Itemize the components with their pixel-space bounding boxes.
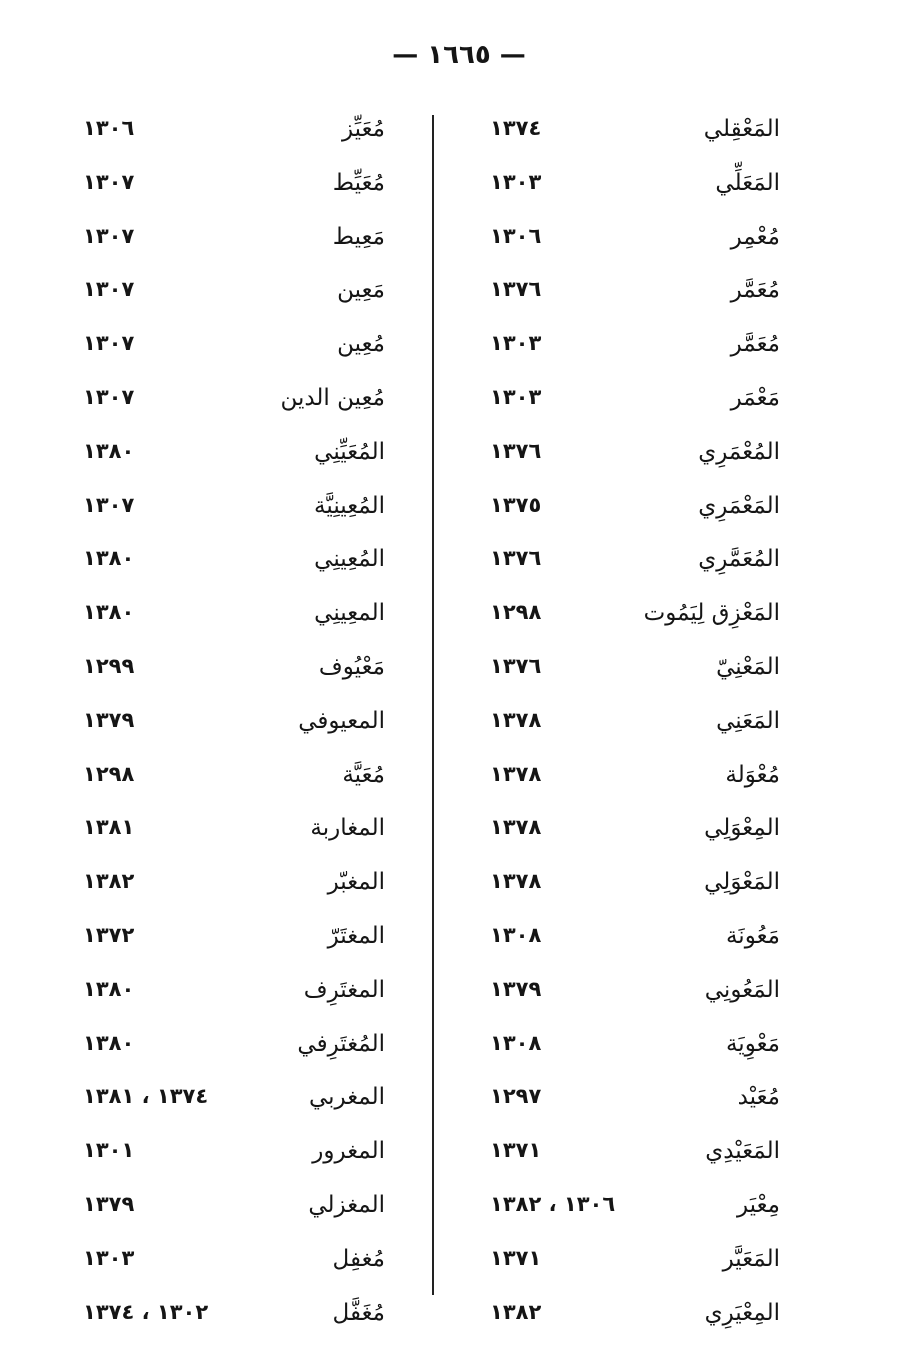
list-item [75,861,395,915]
entry-year: ١٣٠١ [83,1138,135,1163]
entry-name: مَعْمَر [730,384,780,411]
list-item [75,1238,395,1292]
entry-name: مَعِين [337,277,385,304]
entry-year: ١٣٠٦ [490,223,542,248]
list-item [470,162,790,216]
list-item [75,431,395,485]
entry-name: المَعْنِيّ [716,653,780,680]
list-item [75,108,395,162]
entry-name: المُعْمَرِي [698,438,780,465]
list-item [470,1130,790,1184]
entry-name: المُعِينِيَّة [314,492,385,519]
list-item [75,807,395,861]
entry-year: ١٣٠٧ [83,169,135,194]
entry-year: ١٣٠٧ [83,384,135,409]
entry-name: مُعْمِر [730,223,780,250]
list-item [75,1130,395,1184]
list-item [470,861,790,915]
entry-name: المَعَنِي [716,707,780,734]
list-item [75,592,395,646]
entry-name: المَعْزِق لِيَمُوت [643,600,780,627]
list-item [470,431,790,485]
list-item [75,1023,395,1077]
list-item [75,754,395,808]
list-item [75,269,395,323]
entry-year: ١٣٠٨ [490,1030,542,1055]
entry-name: المَعْقِلي [703,116,780,142]
entry-name: المَعُونِي [704,976,780,1003]
list-item [75,216,395,270]
list-item [75,485,395,539]
entry-name: مُعَيِّز [341,116,385,142]
list-item [470,1023,790,1077]
entry-name: المَعْمَرِي [698,492,780,519]
entry-name: مُعِين الدين [280,384,385,411]
list-item [470,1238,790,1292]
entry-year: ١٣٧٩ [83,1191,135,1216]
entry-year: ١٣٧٩ [83,707,135,732]
entry-year: ١٣٨٠ [83,438,135,463]
entry-year: ١٣٠٣ [490,169,542,194]
entry-name: مُغفِل [332,1245,385,1272]
entry-name: مُعَمَّر [730,277,780,304]
entry-name: المِعْوَلِي [704,815,780,842]
entry-year: ١٣٧١ [490,1245,542,1270]
entry-year: ١٢٩٨ [83,761,135,786]
entry-year: ١٣٨٢ [83,869,135,894]
entry-name: مُعَيِّط [332,169,385,196]
list-item [75,162,395,216]
page-number: — ١٦٦٥ — [392,40,526,70]
list-item [470,108,790,162]
entry-year: ١٢٩٧ [490,1084,542,1109]
left-column [75,108,395,1326]
list-item [470,1184,790,1238]
entry-name: مَعْوِيَة [725,1030,780,1057]
entry-year: ١٣٠٣ [490,384,542,409]
entry-name: المُغتَرِفي [297,1030,385,1057]
list-item [470,754,790,808]
entry-year: ١٣٠٧ [83,277,135,302]
entry-year: ١٣٧٦ [490,653,542,678]
list-item [75,969,395,1023]
list-item [470,915,790,969]
right-column [470,108,790,1326]
entry-year: ١٣٠٧ [83,223,135,248]
entry-year: ١٣٠٨ [490,922,542,947]
entry-name: المَعَيَّر [722,1245,780,1272]
entry-year: ١٢٩٩ [83,653,135,678]
list-item [470,700,790,754]
list-item [470,592,790,646]
entry-name: المعيوفي [298,707,385,734]
list-item [470,323,790,377]
entry-name: المغبّر [327,869,385,896]
column-divider [432,115,434,1295]
entry-year: ١٣٨٠ [83,976,135,1001]
entry-name: المَعَلِّي [715,169,780,196]
list-item [470,969,790,1023]
entry-year: ١٣٠٦ [83,116,135,140]
entry-name: مَعْيُوف [318,653,385,680]
entry-name: مُعْوَلة [725,761,780,788]
entry-name: مِعْيَر [736,1191,780,1218]
entry-year: ١٣٧٦ [490,438,542,463]
entry-name: المِعْيَرِي [704,1299,780,1326]
entry-name: المعِينِي [314,600,385,627]
entry-year: ١٣٨١ [83,815,135,840]
list-item [470,646,790,700]
entry-name: المغاربة [310,815,385,842]
entry-year: ١٣٧٤ [490,116,542,140]
entry-year: ١٣٧٤ ، ١٣٨١ [83,1084,209,1109]
entry-year: ١٣٧١ [490,1138,542,1163]
entry-name: مُغَفَّل [332,1299,385,1326]
entry-year: ١٣٧٥ [490,492,542,517]
entry-name: المَعَيْدِي [705,1138,780,1165]
entry-name: المغزلي [308,1191,385,1218]
entry-name: مُعَمَّر [730,331,780,358]
list-item [75,1076,395,1130]
entry-name: مُعِين [337,331,385,358]
list-item [75,538,395,592]
entry-year: ١٣٠٢ ، ١٣٧٤ [83,1299,209,1324]
entry-year: ١٣٧٨ [490,707,542,732]
list-item [470,377,790,431]
list-item [75,377,395,431]
entry-year: ١٣٨٠ [83,546,135,571]
entry-year: ١٣٠٧ [83,331,135,356]
entry-year: ١٣٧٦ [490,546,542,571]
entry-year: ١٣٧٢ [83,922,135,947]
entry-year: ١٣٠٧ [83,492,135,517]
entry-year: ١٣٠٣ [490,331,542,356]
entry-name: مُعَيَّة [342,761,385,788]
list-item [75,915,395,969]
list-item [470,1076,790,1130]
entry-year: ١٣٧٩ [490,976,542,1001]
list-item [470,485,790,539]
entry-name: المُعَمَّرِي [698,546,780,573]
entry-name: مُعَيْد [737,1084,780,1111]
entry-year: ١٣٧٦ [490,277,542,302]
list-item [75,323,395,377]
entry-name: مَعِيط [332,223,385,250]
entry-year: ١٣٨٠ [83,1030,135,1055]
entry-year: ١٣٨٢ [490,1299,542,1324]
entry-year: ١٢٩٨ [490,600,542,625]
entry-year: ١٣٧٨ [490,761,542,786]
entry-name: المغتَرّ [327,922,385,949]
entry-year: ١٣٧٨ [490,815,542,840]
entry-year: ١٣٠٦ ، ١٣٨٢ [490,1191,616,1216]
list-item [470,807,790,861]
list-item [470,1292,790,1346]
entry-year: ١٣٨٠ [83,600,135,625]
entry-name: المَعْوَلِي [704,869,780,896]
entry-name: المغربي [308,1084,385,1111]
entry-year: ١٣٧٨ [490,869,542,894]
entry-name: المغتَرِف [303,976,385,1003]
entry-year: ١٣٠٣ [83,1245,135,1270]
list-item [75,1292,395,1346]
list-item [75,1184,395,1238]
list-item [470,538,790,592]
entry-name: المُعِينِي [314,546,385,573]
list-item [75,646,395,700]
list-item [75,700,395,754]
list-item [470,269,790,323]
list-item [470,216,790,270]
entry-name: المُعَيِّنِي [314,438,385,465]
entry-name: المغرور [312,1138,385,1165]
entry-name: مَعُونَة [725,922,780,949]
